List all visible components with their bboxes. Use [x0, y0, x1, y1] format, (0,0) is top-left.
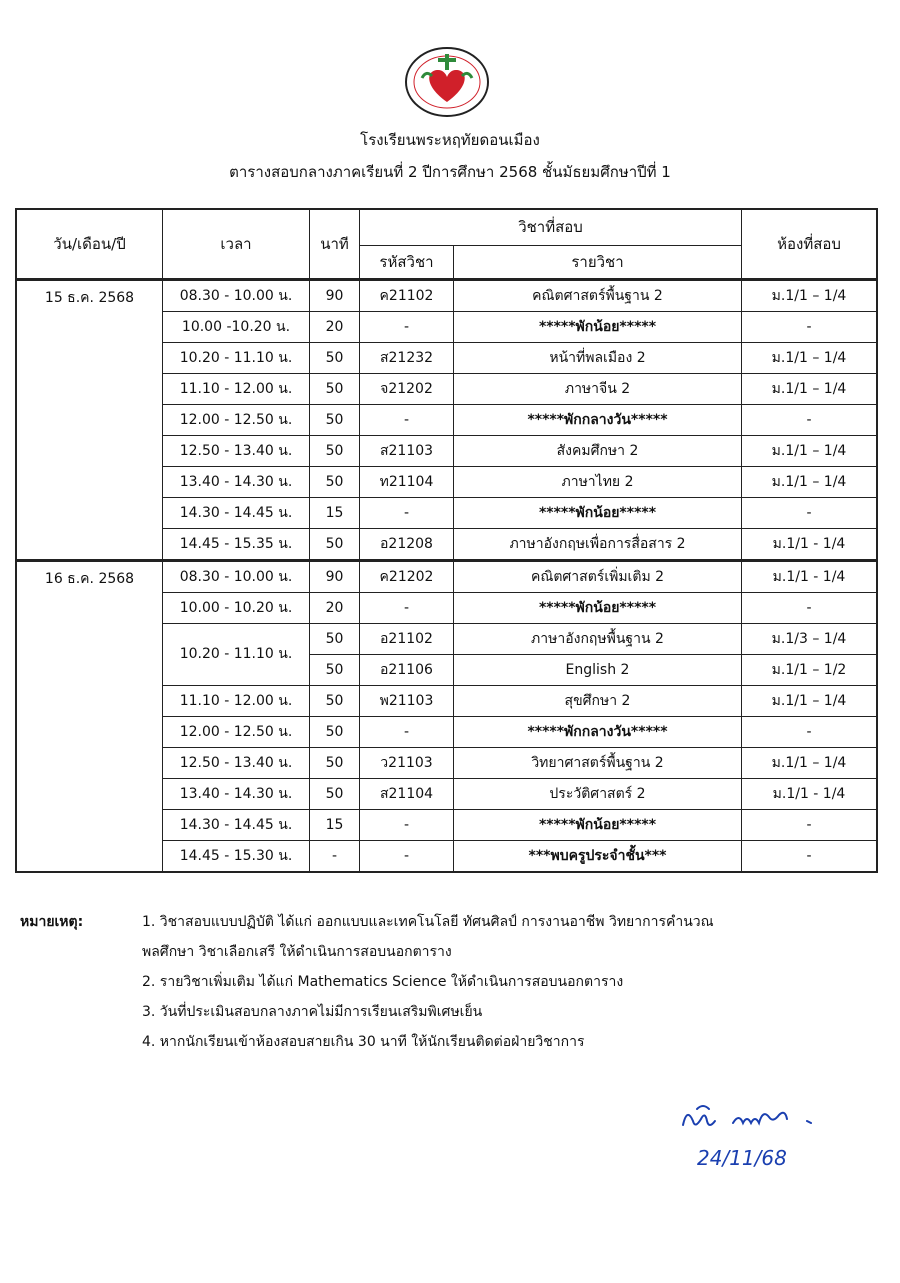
exam-row	[16, 279, 877, 311]
code-cell: ค21102	[360, 279, 454, 311]
room-cell: ม.1/1 – 1/4	[742, 435, 878, 466]
subject-cell: สุขศึกษา 2	[454, 685, 742, 716]
minutes-cell: 90	[310, 279, 360, 311]
code-cell: -	[360, 404, 454, 435]
subject-cell: ภาษาไทย 2	[454, 466, 742, 497]
minutes-cell: 50	[310, 342, 360, 373]
school-name: โรงเรียนพระหฤทัยดอนเมือง	[360, 131, 540, 149]
code-cell: ส21104	[360, 778, 454, 809]
code-cell: อ21102	[360, 623, 454, 654]
time-cell: 14.30 - 14.45 น.	[163, 809, 310, 840]
subject-cell: คณิตศาสตร์พื้นฐาน 2	[454, 279, 742, 311]
minutes-cell: 90	[310, 560, 360, 592]
subject-cell: *****พักกลางวัน*****	[454, 404, 742, 435]
time-cell: 10.20 - 11.10 น.	[163, 623, 310, 685]
time-cell: 10.00 - 10.20 น.	[163, 592, 310, 623]
exam-schedule-table	[15, 208, 878, 873]
room-cell: -	[742, 592, 878, 623]
header-minutes: นาที	[310, 209, 360, 279]
room-cell: ม.1/1 - 1/4	[742, 560, 878, 592]
date-cell: 15 ธ.ค. 2568	[16, 279, 163, 560]
room-cell: -	[742, 497, 878, 528]
code-cell: พ21103	[360, 685, 454, 716]
minutes-cell: 50	[310, 404, 360, 435]
minutes-cell: 50	[310, 373, 360, 404]
time-cell: 10.00 -10.20 น.	[163, 311, 310, 342]
time-cell: 11.10 - 12.00 น.	[163, 685, 310, 716]
minutes-cell: 50	[310, 716, 360, 747]
room-cell: ม.1/1 – 1/2	[742, 654, 878, 685]
code-cell: -	[360, 809, 454, 840]
minutes-cell: 50	[310, 747, 360, 778]
subject-cell: *****พักน้อย*****	[454, 311, 742, 342]
header-room: ห้องที่สอบ	[742, 209, 878, 279]
schedule-title: ตารางสอบกลางภาคเรียนที่ 2 ปีการศึกษา 2568 ชั้นมัธยมศึกษาปีที่ 1	[229, 163, 671, 181]
room-cell: ม.1/1 – 1/4	[742, 342, 878, 373]
exam-row	[16, 560, 877, 592]
note-item: 2. รายวิชาเพิ่มเติม ได้แก่ Mathematics Science ให้ดำเนินการสอบนอกตาราง	[142, 974, 624, 990]
date-cell: 16 ธ.ค. 2568	[16, 560, 163, 872]
minutes-cell: 50	[310, 685, 360, 716]
subject-cell: English 2	[454, 654, 742, 685]
code-cell: -	[360, 592, 454, 623]
time-cell: 12.50 - 13.40 น.	[163, 747, 310, 778]
code-cell: อ21106	[360, 654, 454, 685]
subject-cell: วิทยาศาสตร์พื้นฐาน 2	[454, 747, 742, 778]
subject-cell: *****พักน้อย*****	[454, 592, 742, 623]
room-cell: ม.1/1 – 1/4	[742, 747, 878, 778]
time-cell: 12.50 - 13.40 น.	[163, 435, 310, 466]
code-cell: ส21103	[360, 435, 454, 466]
subject-cell: *****พักน้อย*****	[454, 809, 742, 840]
time-cell: 13.40 - 14.30 น.	[163, 466, 310, 497]
header-subject-group: วิชาที่สอบ	[360, 209, 742, 245]
subject-cell: ภาษาจีน 2	[454, 373, 742, 404]
code-cell: ว21103	[360, 747, 454, 778]
minutes-cell: 50	[310, 435, 360, 466]
minutes-cell: -	[310, 840, 360, 872]
code-cell: -	[360, 497, 454, 528]
subject-cell: ประวัติศาสตร์ 2	[454, 778, 742, 809]
room-cell: -	[742, 404, 878, 435]
room-cell: ม.1/1 – 1/4	[742, 685, 878, 716]
minutes-cell: 20	[310, 592, 360, 623]
subject-cell: *****พักน้อย*****	[454, 497, 742, 528]
minutes-cell: 15	[310, 809, 360, 840]
time-cell: 13.40 - 14.30 น.	[163, 778, 310, 809]
code-cell: จ21202	[360, 373, 454, 404]
school-logo	[404, 46, 490, 118]
room-cell: -	[742, 809, 878, 840]
time-cell: 08.30 - 10.00 น.	[163, 279, 310, 311]
note-item: 4. หากนักเรียนเข้าห้องสอบสายเกิน 30 นาที ให้นักเรียนติดต่อฝ่ายวิชาการ	[142, 1034, 585, 1050]
note-item: พลศึกษา วิชาเลือกเสรี ให้ดำเนินการสอบนอกตาราง	[142, 944, 452, 960]
code-cell: -	[360, 716, 454, 747]
room-cell: -	[742, 716, 878, 747]
code-cell: -	[360, 311, 454, 342]
minutes-cell: 50	[310, 528, 360, 560]
subject-cell: ***พบครูประจำชั้น***	[454, 840, 742, 872]
time-cell: 12.00 - 12.50 น.	[163, 404, 310, 435]
signature-date: 24/11/68	[697, 1146, 787, 1170]
minutes-cell: 50	[310, 623, 360, 654]
header-date: วัน/เดือน/ปี	[16, 209, 163, 279]
note-item: 1. วิชาสอบแบบปฏิบัติ ได้แก่ ออกแบบและเทคโนโลยี ทัศนศิลป์ การงานอาชีพ วิทยาการคำนวณ	[142, 914, 714, 930]
room-cell: ม.1/1 – 1/4	[742, 373, 878, 404]
minutes-cell: 50	[310, 466, 360, 497]
header-subject: รายวิชา	[454, 245, 742, 279]
minutes-cell: 15	[310, 497, 360, 528]
time-cell: 10.20 - 11.10 น.	[163, 342, 310, 373]
room-cell: ม.1/1 – 1/4	[742, 466, 878, 497]
code-cell: ส21232	[360, 342, 454, 373]
subject-cell: สังคมศึกษา 2	[454, 435, 742, 466]
minutes-cell: 50	[310, 778, 360, 809]
minutes-cell: 20	[310, 311, 360, 342]
code-cell: ท21104	[360, 466, 454, 497]
room-cell: -	[742, 311, 878, 342]
subject-cell: คณิตศาสตร์เพิ่มเติม 2	[454, 560, 742, 592]
subject-cell: ภาษาอังกฤษพื้นฐาน 2	[454, 623, 742, 654]
subject-cell: ภาษาอังกฤษเพื่อการสื่อสาร 2	[454, 528, 742, 560]
subject-cell: หน้าที่พลเมือง 2	[454, 342, 742, 373]
room-cell: ม.1/3 – 1/4	[742, 623, 878, 654]
code-cell: อ21208	[360, 528, 454, 560]
code-cell: ค21202	[360, 560, 454, 592]
time-cell: 12.00 - 12.50 น.	[163, 716, 310, 747]
schedule-body	[16, 279, 877, 872]
time-cell: 14.45 - 15.35 น.	[163, 528, 310, 560]
subject-cell: *****พักกลางวัน*****	[454, 716, 742, 747]
time-cell: 14.45 - 15.30 น.	[163, 840, 310, 872]
time-cell: 14.30 - 14.45 น.	[163, 497, 310, 528]
room-cell: ม.1/1 - 1/4	[742, 778, 878, 809]
room-cell: ม.1/1 - 1/4	[742, 528, 878, 560]
room-cell: -	[742, 840, 878, 872]
header-code: รหัสวิชา	[360, 245, 454, 279]
header-time: เวลา	[163, 209, 310, 279]
time-cell: 08.30 - 10.00 น.	[163, 560, 310, 592]
time-cell: 11.10 - 12.00 น.	[163, 373, 310, 404]
handwritten-signature	[675, 1095, 845, 1175]
room-cell: ม.1/1 – 1/4	[742, 279, 878, 311]
notes-label: หมายเหตุ:	[20, 914, 84, 930]
note-item: 3. วันที่ประเมินสอบกลางภาคไม่มีการเรียนเสริมพิเศษเย็น	[142, 1004, 483, 1020]
code-cell: -	[360, 840, 454, 872]
minutes-cell: 50	[310, 654, 360, 685]
